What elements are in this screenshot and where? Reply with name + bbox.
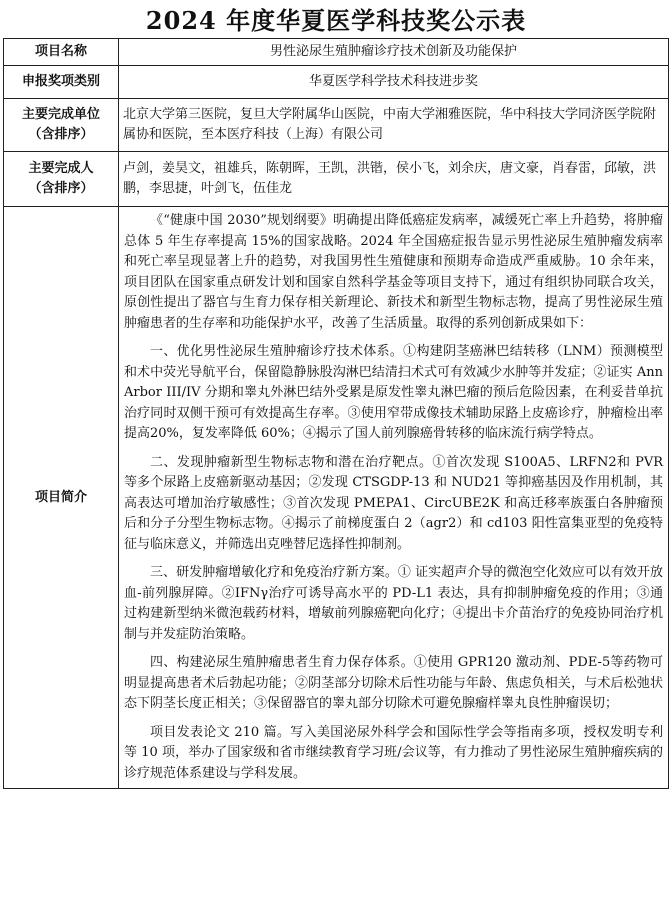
label-persons-line2: （含排序） xyxy=(28,181,94,196)
intro-paragraph: 项目发表论文 210 篇。写入美国泌尿外科学会和国际性学会等指南多项，授权发明专利等 10 项，举办了国家级和省市继续教育学习班/会议等，有力推动了男性泌尿生殖肿瘤疾病的诊疗规范体系建设与学科发展。 xyxy=(124,724,663,781)
label-units-line1: 主要完成单位 xyxy=(21,107,100,122)
label-units-line2: （含排序） xyxy=(28,127,94,142)
row-intro xyxy=(4,207,669,789)
intro-paragraph: 三、研发肿瘤增敏化疗和免疫治疗新方案。① 证实超声介导的微泡空化效应可以有效开放血-前列腺屏障。②IFNγ治疗可诱导高水平的 PD-L1 表达，具有抑制肿瘤免疫的作用；③通过构建新型纳米微泡载药材料，增敏前列腺癌靶向化疗；④提出卡介苗治疗的免疫协同治疗机制与并发症防治策略。 xyxy=(124,565,663,642)
award-table xyxy=(3,38,669,789)
page-title: 2024 年度华夏医学科技奖公示表 xyxy=(145,6,527,35)
label-units xyxy=(4,99,119,152)
value-persons: 卢剑，姜昊文，祖雄兵，陈朝晖，王凯，洪锴，侯小飞，刘余庆，唐文豪，肖春雷，邱敏，洪鹏，李思捷，叶剑飞，伍佳龙 xyxy=(119,152,669,207)
intro-paragraph: 四、构建泌尿生殖肿瘤患者生育力保存体系。①使用 GPR120 激动剂、PDE-5等药物可明显提高患者术后勃起功能；②阴茎部分切除术后性功能与年龄、焦虑负相关，与术后松弛状态下阴茎长度正相关；③保留器官的睾丸部分切除术可避免腺瘤样睾丸良性肿瘤误切； xyxy=(124,655,663,711)
row-project-name xyxy=(4,39,669,66)
label-intro: 项目简介 xyxy=(4,207,119,789)
intro-paragraph: 一、优化男性泌尿生殖肿瘤诊疗技术体系。①构建阴茎癌淋巴结转移（LNM）预测模型和术中荧光导航平台，保留隐静脉股沟淋巴结清扫术式可有效减少水肿等并发症；②证实 Ann Arbor III/IV 分期和睾丸外淋巴结外受累是原发性睾丸淋巴瘤的预后危险因素，在利妥昔单抗治疗同时双侧干预可有效提高生存率。③使用窄带成像技术辅助尿路上皮癌诊疗，肿瘤检出率提高20%，复发率降低 60%；④揭示了国人前列腺癌骨转移的临床流行病学特点。 xyxy=(124,344,663,441)
row-persons xyxy=(4,152,669,207)
value-award-category: 华夏医学科学技术科技进步奖 xyxy=(119,66,669,99)
label-persons-line1: 主要完成人 xyxy=(28,161,94,176)
label-persons xyxy=(4,152,119,207)
label-award-category: 申报奖项类别 xyxy=(4,66,119,99)
intro-paragraph: 二、发现肿瘤新型生物标志物和潜在治疗靶点。①首次发现 S100A5、LRFN2和 PVR 等多个尿路上皮癌新驱动基因；②发现 CTSGDP-13 和 NUD21 等抑癌基因及作用机制，其高表达可增加治疗敏感性；③首次发现 PMEPA1、CircUBE2K 和高迁移率族蛋白各肿瘤预后和分子分型生物标志物。④揭示了前梯度蛋白 2（agr2）和 cd103 阳性富集亚型的免疫特征与临床意义，并筛选出克唑替尼选择性抑制剂。 xyxy=(124,454,663,552)
value-intro xyxy=(119,207,669,789)
intro-paragraph: 《“健康中国 2030”规划纲要》明确提出降低癌症发病率，减缓死亡率上升趋势，将肿瘤总体 5 年生存率提高 15%的国家战略。2024 年全国癌症报告显示男性泌尿生殖肿瘤发病率和死亡率呈现显著上升的趋势，对我国男性生殖健康和预期寿命造成严重威胁。10 余年来，项目团队在国家重点研发计划和国家自然科学基金等项目支持下，通过有组织协同联合攻关，原创性提出了器官与生育力保存相关新理论、新技术和新型生物标志物，提高了男性泌尿生殖肿瘤患者的生存率和功能保护水平，改善了生活质量。取得的系列创新成果如下： xyxy=(124,213,663,331)
row-units xyxy=(4,99,669,152)
row-award-category xyxy=(4,66,669,99)
value-units: 北京大学第三医院，复旦大学附属华山医院，中南大学湘雅医院，华中科技大学同济医学院附属协和医院，至本医疗科技（上海）有限公司 xyxy=(119,99,669,152)
label-project-name: 项目名称 xyxy=(4,39,119,66)
value-project-name: 男性泌尿生殖肿瘤诊疗技术创新及功能保护 xyxy=(119,39,669,66)
